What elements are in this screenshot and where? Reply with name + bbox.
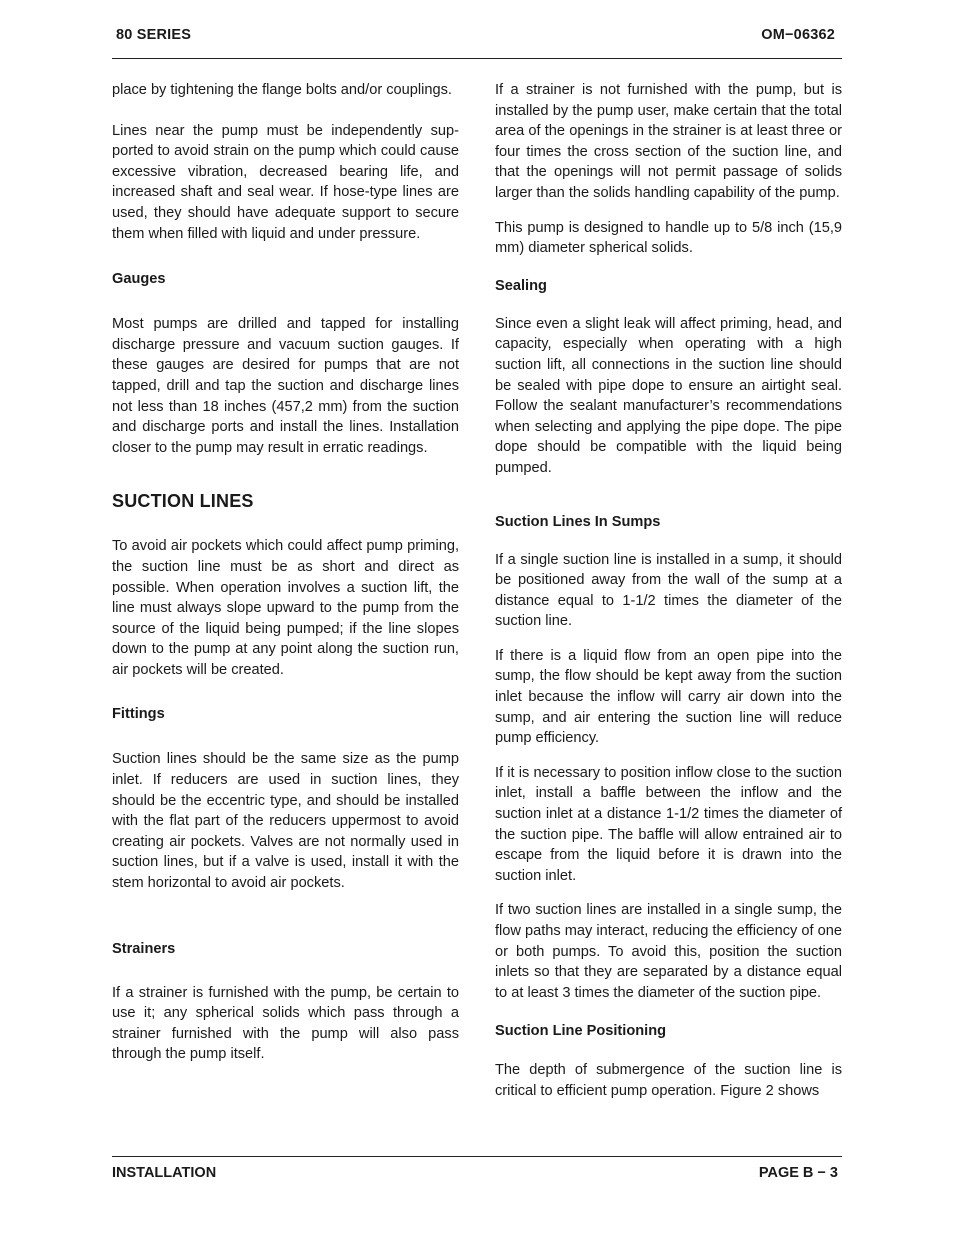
section-heading-suction-lines: SUCTION LINES [112, 491, 254, 512]
paragraph: If a strainer is furnished with the pump, be certain to use it; any spherical solids which pass through a strainer furnished with the pump will also pass through the pump itself. [112, 984, 459, 1063]
paragraph: If a strainer is not furnished with the pump, but is installed by the pump user, make certain that the total area of the openings in the strainer is at least three or four times the cross section of the suction line, and that the openings will not permit passage of solids larger than the solids handling capability of the pump. [495, 82, 842, 201]
paragraph: Most pumps are drilled and tapped for installing discharge pressure and vacuum suction gauges. If these gauges are desired for pumps that are not tapped, drill and tap the suction and discharge lines not less than 18 inches (457,2 mm) from the suction and discharge ports and install the lines. Installation closer to the pump may result in erratic readings. [112, 316, 459, 456]
footer-page-number: PAGE B − 3 [758, 1165, 838, 1181]
header-series: 80 SERIES [116, 27, 192, 43]
section-heading-strainers: Strainers [112, 940, 176, 957]
header-rule [112, 58, 842, 59]
paragraph: If it is necessary to position inflow close to the suction inlet, install a baffle between the inflow and the suction inlet at a distance 1-1/2 times the diameter of the suction pipe. The baffle will allow entrained air to escape from the liquid before it is drawn into the suction inlet. [495, 764, 842, 884]
paragraph: The depth of submergence of the suction line is critical to efficient pump operation. Figure 2 shows [495, 1062, 842, 1099]
right-column [495, 80, 842, 1102]
section-heading-fittings: Fittings [112, 706, 165, 723]
paragraph: If two suction lines are installed in a single sump, the flow paths may interact, reducing the efficiency of one or both pumps. To avoid this, position the suction inlets so that they are separated by a distance equal to at least 3 times the diameter of the suction pipe. [495, 902, 842, 1001]
paragraph: If a single suction line is installed in a sump, it should be positioned away from the wall of the sump at a distance equal to 1-1/2 times the diameter of the suction line. [495, 551, 842, 630]
paragraph: If there is a liquid flow from an open pipe into the sump, the flow should be kept away from the suction inlet because the inflow will carry air down into the sump, and air entering the suction line will reduce pump efficiency. [495, 647, 842, 747]
paragraph: place by tightening the flange bolts and/or couplings. [112, 82, 452, 98]
section-heading-gauges: Gauges [112, 271, 166, 288]
section-heading-suction-lines-in-sumps: Suction Lines In Sumps [495, 513, 661, 530]
paragraph: Suction lines should be the same size as the pump inlet. If reducers are used in suction lines, they should be the eccentric type, and should be installed with the flat part of the reducers uppermost to avoid creating air pockets. Valves are not normally used in suction lines, but if a valve is used, install it with the stem horizontal to avoid air pockets. [112, 751, 459, 892]
footer-section-name: INSTALLATION [112, 1165, 217, 1181]
section-heading-suction-line-positioning: Suction Line Positioning [495, 1023, 667, 1040]
paragraph: Lines near the pump must be independently supported to avoid strain on the pump which could cause excessive vibration, decreased bearing life, and increased shaft and seal wear. If hose-type lines are used, they should have adequate support to secure them when filled with liquid and under pressure. [112, 122, 459, 242]
header-document-number: OM−06362 [761, 27, 835, 43]
paragraph: Since even a slight leak will affect priming, head, and capacity, especially when operating with a high suction lift, all connections in the suction line should be sealed with pipe dope to ensure an airtight seal. Follow the sealant manufacturer’s recommendations when selecting and applying the pipe dope. The pipe dope should be compatible with the liquid being pumped. [495, 315, 842, 476]
paragraph: To avoid air pockets which could affect pump priming, the suction line must be as short and direct as possible. When operation involves a suction lift, the line must always slope upward to the pump from the source of the liquid being pumped; if the line slopes down to the pump at any point along the suction run, air pockets will be created. [112, 538, 459, 678]
section-heading-sealing: Sealing [495, 277, 547, 294]
paragraph: This pump is designed to handle up to 5/8 inch (15,9 mm) diameter spherical solids. [495, 219, 842, 257]
footer-rule [112, 1156, 842, 1157]
left-column [112, 80, 459, 1065]
